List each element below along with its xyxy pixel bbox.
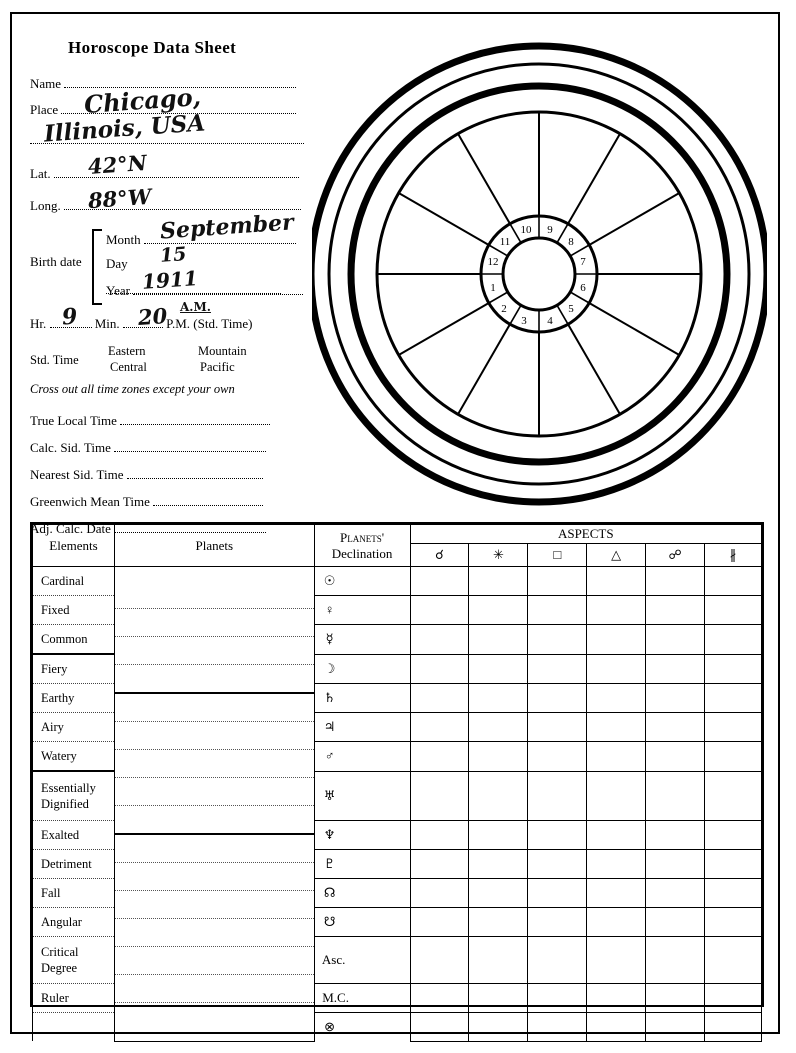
zone-eastern[interactable]: Eastern xyxy=(108,344,146,358)
month-value: September xyxy=(159,209,295,245)
wheel-svg xyxy=(312,34,767,514)
field-true-local-time xyxy=(30,407,305,434)
row-label-ruler: Ruler xyxy=(33,984,115,1013)
ampm-value: A.M. xyxy=(180,300,211,314)
aspect-cell[interactable] xyxy=(410,937,469,984)
horoscope-data-sheet xyxy=(10,12,780,1034)
row-label-essentially-dignified xyxy=(33,771,115,821)
house-number-1: 1 xyxy=(490,282,496,294)
planet-glyph-south-node: ☋ xyxy=(323,914,336,929)
planets-entry-column[interactable] xyxy=(114,567,314,1042)
aspect-cell[interactable] xyxy=(410,684,469,713)
row-label-earthy: Earthy xyxy=(33,684,115,713)
aspect-cell[interactable] xyxy=(528,937,587,984)
planet-glyph-uranus: ♅ xyxy=(323,787,336,803)
birth-date-brace xyxy=(92,229,102,305)
aspect-cell[interactable] xyxy=(587,850,646,879)
aspect-cell[interactable] xyxy=(469,713,528,742)
aspect-cell[interactable] xyxy=(469,654,528,684)
row-label-essentially-dignified-text: Essentially Dignified xyxy=(41,781,96,811)
row-label-critical-degree xyxy=(33,937,115,984)
header-declination-line1: Planets' xyxy=(340,529,385,545)
planet-glyph-jupiter: ♃ xyxy=(323,719,336,734)
aspect-cell[interactable] xyxy=(587,937,646,984)
planet-glyph-moon: ☽ xyxy=(323,660,336,676)
planet-glyph-ascendant: Asc. xyxy=(321,952,346,967)
declination-cell[interactable] xyxy=(314,771,410,821)
row-label-watery: Watery xyxy=(33,742,115,772)
aspect-cell[interactable] xyxy=(587,771,646,821)
house-number-5: 5 xyxy=(568,303,574,315)
aspect-cell[interactable] xyxy=(469,984,528,1013)
aspect-cell[interactable] xyxy=(587,713,646,742)
aspect-cell[interactable] xyxy=(410,850,469,879)
greenwich-mean-time-label: Greenwich Mean Time xyxy=(30,494,150,509)
aspect-cell[interactable] xyxy=(469,596,528,625)
adj-calc-date-label: Adj. Calc. Date xyxy=(30,521,111,536)
table-header-row xyxy=(33,525,762,544)
house-number-2: 2 xyxy=(501,303,507,315)
house-number-8: 8 xyxy=(568,236,574,248)
min-label: Min. xyxy=(94,316,120,331)
wheel-inner-circle xyxy=(503,238,575,310)
aspect-cell[interactable] xyxy=(646,937,705,984)
aspect-cell[interactable] xyxy=(705,742,762,772)
aspect-cell[interactable] xyxy=(528,908,587,937)
std-time-label: Std. Time xyxy=(30,353,79,367)
zone-mountain[interactable]: Mountain xyxy=(198,344,247,358)
field-time xyxy=(30,300,305,344)
aspect-cell[interactable] xyxy=(410,984,469,1013)
aspect-cell[interactable] xyxy=(469,908,528,937)
declination-cell[interactable] xyxy=(314,850,410,879)
data-form xyxy=(30,32,305,536)
field-day xyxy=(106,252,305,276)
aspect-cell[interactable] xyxy=(410,654,469,684)
aspect-cell[interactable] xyxy=(705,879,762,908)
aspect-cell[interactable] xyxy=(410,771,469,821)
aspect-cell[interactable] xyxy=(705,984,762,1013)
aspect-cell[interactable] xyxy=(410,908,469,937)
header-declination xyxy=(314,525,410,567)
declination-cell[interactable] xyxy=(314,908,410,937)
aspect-cell[interactable] xyxy=(705,567,762,596)
aspect-cell[interactable] xyxy=(528,879,587,908)
aspect-cell[interactable] xyxy=(646,684,705,713)
planet-glyph-venus: ♀ xyxy=(324,602,335,617)
aspect-cell[interactable] xyxy=(469,937,528,984)
aspect-conjunction-icon: ☌ xyxy=(410,544,469,567)
planet-glyph-pluto: ♇ xyxy=(323,856,336,871)
hr-label: Hr. xyxy=(30,316,47,331)
aspect-cell[interactable] xyxy=(705,625,762,655)
declination-cell[interactable] xyxy=(314,1013,410,1042)
aspect-cell[interactable] xyxy=(528,567,587,596)
aspect-cell[interactable] xyxy=(410,879,469,908)
declination-cell[interactable] xyxy=(314,742,410,772)
day-label: Day xyxy=(106,256,128,271)
month-label: Month xyxy=(106,232,141,247)
aspect-cell[interactable] xyxy=(705,771,762,821)
planet-aspect-table xyxy=(30,522,764,1034)
aspect-cell[interactable] xyxy=(587,879,646,908)
aspect-cell[interactable] xyxy=(469,850,528,879)
declination-cell[interactable] xyxy=(314,625,410,655)
row-label-critical-degree-text: Critical Degree xyxy=(41,945,79,975)
place-value-line1: Chicago, xyxy=(83,81,202,120)
day-value: 15 xyxy=(159,243,188,267)
aspect-cell[interactable] xyxy=(646,908,705,937)
house-number-12: 12 xyxy=(487,256,499,268)
true-local-time-input[interactable] xyxy=(120,407,270,425)
row-label-blank xyxy=(33,1013,115,1042)
aspect-cell[interactable] xyxy=(469,567,528,596)
aspect-cell[interactable] xyxy=(528,1013,587,1042)
aspect-cell[interactable] xyxy=(528,654,587,684)
aspect-cell[interactable] xyxy=(469,625,528,655)
aspect-cell[interactable] xyxy=(410,821,469,850)
aspect-cell[interactable] xyxy=(705,821,762,850)
aspect-cell[interactable] xyxy=(528,684,587,713)
header-elements: Elements xyxy=(33,525,115,567)
aspect-cell[interactable] xyxy=(587,625,646,655)
house-number-7: 7 xyxy=(580,256,586,268)
aspect-cell[interactable] xyxy=(587,596,646,625)
house-number-9: 9 xyxy=(547,224,553,236)
aspect-cell[interactable] xyxy=(646,567,705,596)
zone-central[interactable]: Central xyxy=(110,360,147,374)
declination-cell[interactable] xyxy=(314,684,410,713)
aspect-cell[interactable] xyxy=(469,879,528,908)
aspect-cell[interactable] xyxy=(587,1013,646,1042)
table-row xyxy=(33,567,762,596)
nearest-sid-time-input[interactable] xyxy=(127,461,263,479)
true-local-time-label: True Local Time xyxy=(30,413,117,428)
aspect-cell[interactable] xyxy=(587,821,646,850)
aspect-cell[interactable] xyxy=(646,984,705,1013)
field-lat xyxy=(30,149,305,192)
aspect-parallel-icon: ∦ xyxy=(705,544,762,567)
declination-cell[interactable] xyxy=(314,596,410,625)
house-number-4: 4 xyxy=(547,315,553,327)
row-label-airy: Airy xyxy=(33,713,115,742)
aspect-cell[interactable] xyxy=(646,821,705,850)
row-label-fixed: Fixed xyxy=(33,596,115,625)
aspect-cell[interactable] xyxy=(705,654,762,684)
declination-cell[interactable] xyxy=(314,713,410,742)
row-label-angular: Angular xyxy=(33,908,115,937)
header-planets: Planets xyxy=(114,525,314,567)
planet-glyph-midheaven: M.C. xyxy=(322,990,349,1005)
row-label-cardinal: Cardinal xyxy=(33,567,115,596)
house-number-11: 11 xyxy=(499,236,511,248)
aspect-cell[interactable] xyxy=(705,713,762,742)
aspect-cell[interactable] xyxy=(646,742,705,772)
place-value-line2: Illinois, USA xyxy=(43,109,206,148)
min-value: 20 xyxy=(137,303,169,330)
aspect-cell[interactable] xyxy=(705,850,762,879)
page-title: Horoscope Data Sheet xyxy=(68,38,237,57)
year-label: Year xyxy=(106,283,130,298)
aspect-cell[interactable] xyxy=(528,742,587,772)
aspect-cell[interactable] xyxy=(528,821,587,850)
aspect-opposition-icon: ☍ xyxy=(646,544,705,567)
aspect-cell[interactable] xyxy=(469,821,528,850)
declination-cell[interactable] xyxy=(314,984,410,1013)
aspect-cell[interactable] xyxy=(528,596,587,625)
aspect-cell[interactable] xyxy=(528,850,587,879)
row-label-exalted: Exalted xyxy=(33,821,115,850)
hr-value: 9 xyxy=(61,303,79,331)
aspect-cell[interactable] xyxy=(469,1013,528,1042)
aspect-cell[interactable] xyxy=(646,1013,705,1042)
aspect-cell[interactable] xyxy=(528,625,587,655)
aspect-cell[interactable] xyxy=(705,1013,762,1042)
header-aspects: ASPECTS xyxy=(410,525,761,544)
planet-glyph-mercury: ☿ xyxy=(325,631,334,647)
planet-glyph-saturn: ♄ xyxy=(323,690,336,705)
greenwich-mean-time-input[interactable] xyxy=(153,488,263,506)
aspect-cell[interactable] xyxy=(410,567,469,596)
long-value: 88°W xyxy=(87,183,153,214)
planet-glyph-neptune: ♆ xyxy=(323,827,336,842)
aspect-cell[interactable] xyxy=(646,771,705,821)
aspect-cell[interactable] xyxy=(646,879,705,908)
declination-cell[interactable] xyxy=(314,821,410,850)
aspect-cell[interactable] xyxy=(587,684,646,713)
calc-sid-time-label: Calc. Sid. Time xyxy=(30,440,111,455)
aspect-cell[interactable] xyxy=(705,596,762,625)
aspect-cell[interactable] xyxy=(410,596,469,625)
declination-cell[interactable] xyxy=(314,567,410,596)
aspect-cell[interactable] xyxy=(410,625,469,655)
year-value: 1911 xyxy=(141,266,199,294)
row-label-fiery: Fiery xyxy=(33,654,115,684)
header-declination-line2: Declination xyxy=(331,545,393,561)
aspect-cell[interactable] xyxy=(705,908,762,937)
planet-glyph-mars: ♂ xyxy=(324,748,335,764)
aspect-square-icon: □ xyxy=(528,544,587,567)
cross-out-note: Cross out all time zones except your own xyxy=(30,382,235,396)
horoscope-wheel[interactable] xyxy=(312,34,767,514)
time-zone-selector xyxy=(30,344,305,378)
aspect-sextile-icon: ✳ xyxy=(469,544,528,567)
row-label-detriment: Detriment xyxy=(33,850,115,879)
aspect-cell[interactable] xyxy=(587,567,646,596)
aspect-cell[interactable] xyxy=(528,771,587,821)
house-number-3: 3 xyxy=(521,315,527,327)
field-nearest-sid-time xyxy=(30,461,305,488)
aspect-cell[interactable] xyxy=(469,742,528,772)
aspect-cell[interactable] xyxy=(410,742,469,772)
aspect-cell[interactable] xyxy=(410,1013,469,1042)
aspect-cell[interactable] xyxy=(469,771,528,821)
house-number-6: 6 xyxy=(580,282,586,294)
zone-pacific[interactable]: Pacific xyxy=(200,360,235,374)
data-table xyxy=(32,524,762,1042)
birth-date-label: Birth date xyxy=(30,254,82,269)
aspect-trine-icon: △ xyxy=(587,544,646,567)
aspect-cell[interactable] xyxy=(410,713,469,742)
planet-glyph-north-node: ☊ xyxy=(323,885,336,900)
aspect-cell[interactable] xyxy=(646,596,705,625)
nearest-sid-time-label: Nearest Sid. Time xyxy=(30,467,124,482)
lat-label: Lat. xyxy=(30,166,51,181)
aspect-cell[interactable] xyxy=(646,625,705,655)
field-greenwich-mean-time xyxy=(30,488,305,515)
declination-cell[interactable] xyxy=(314,879,410,908)
lat-value: 42°N xyxy=(87,149,148,180)
aspect-cell[interactable] xyxy=(705,937,762,984)
field-birth-date xyxy=(30,209,305,304)
aspect-cell[interactable] xyxy=(646,850,705,879)
field-calc-sid-time xyxy=(30,434,305,461)
aspect-cell[interactable] xyxy=(528,713,587,742)
aspect-cell[interactable] xyxy=(587,654,646,684)
declination-cell[interactable] xyxy=(314,654,410,684)
long-label: Long. xyxy=(30,198,61,213)
declination-cell[interactable] xyxy=(314,937,410,984)
planet-glyph-sun: ☉ xyxy=(323,573,336,588)
house-number-10: 10 xyxy=(520,224,532,236)
row-label-common: Common xyxy=(33,625,115,655)
calc-sid-time-input[interactable] xyxy=(114,434,266,452)
aspect-cell[interactable] xyxy=(587,742,646,772)
aspect-cell[interactable] xyxy=(469,684,528,713)
aspect-cell[interactable] xyxy=(646,654,705,684)
row-label-fall: Fall xyxy=(33,879,115,908)
place-label: Place xyxy=(30,102,59,117)
aspect-cell[interactable] xyxy=(587,908,646,937)
aspect-cell[interactable] xyxy=(587,984,646,1013)
aspect-cell[interactable] xyxy=(528,984,587,1013)
pm-label: P.M. (Std. Time) xyxy=(166,316,253,331)
planet-glyph-part-of-fortune: ⊗ xyxy=(324,1019,336,1034)
aspect-cell[interactable] xyxy=(705,684,762,713)
name-label: Name xyxy=(30,76,62,91)
aspect-cell[interactable] xyxy=(646,713,705,742)
